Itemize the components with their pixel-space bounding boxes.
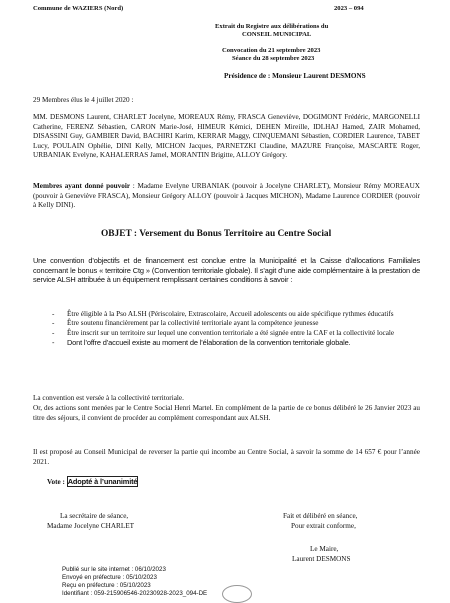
vote-result: Adopté à l’unanimité bbox=[67, 477, 138, 486]
extract-line-2: CONSEIL MUNICIPAL bbox=[242, 31, 312, 38]
vote-label: Vote : bbox=[47, 478, 65, 486]
footer-received: Reçu en préfecture : 05/10/2023 bbox=[62, 582, 151, 589]
members-pouvoir bbox=[33, 182, 420, 211]
certified-line-2: Pour extrait conforme, bbox=[291, 522, 356, 530]
condition-item: - Dont l’offre d’accueil existe au moment de l’élaboration de la convention territoriale globale. bbox=[52, 338, 407, 347]
secretary-name: Madame Jocelyne CHARLET bbox=[47, 522, 135, 530]
condition-item: - Être soutenu financièrement par la collectivité territoriale ayant la compétence jeunesse bbox=[52, 319, 407, 328]
footer-published: Publié sur le site internet : 06/10/2023 bbox=[62, 566, 166, 573]
condition-item: - Être éligible à la Pso ALSH (Périscolaire, Extrascolaire, Accueil adolescents ou aide spécifique rythmes éducatifs bbox=[52, 310, 407, 319]
versement-paragraph: La convention est versée à la collectivité territoriale. bbox=[33, 394, 184, 402]
vote-line bbox=[47, 477, 138, 488]
mayor-name: Laurent DESMONS bbox=[292, 555, 351, 563]
actions-paragraph: Or, des actions sont menées par le Centre Social Henri Martel. En complément de la partie de ce bonus délibéré le 26 Janvier 2023 au titre des séjours, il convient de procéder au complément correspondant aux ALSH. bbox=[33, 404, 420, 422]
conditions-list bbox=[52, 310, 407, 348]
convocation-date: Convocation du 21 septembre 2023 bbox=[222, 47, 321, 54]
members-intro: 29 Membres élus le 4 juillet 2020 : bbox=[33, 96, 134, 104]
presidence: Présidence de : Monsieur Laurent DESMONS bbox=[224, 72, 366, 80]
proposal-paragraph: Il est proposé au Conseil Municipal de reverser la partie qui incombe au Centre Social, à savoir la somme de 14 657 € pour l’année 2021. bbox=[33, 448, 420, 466]
pouvoir-label: Membres ayant donné pouvoir bbox=[33, 182, 131, 190]
intro-paragraph: Une convention d’objectifs et de financement est conclue entre la Municipalité et la Caisse d’allocations Familiales concernant le bonus « territoire Ctg » (Convention territoriale globale). Il s’agit d’une aide complémentaire à la prestation de service ALSH attribuée à un équipement remplissant certaines conditions à savoir : bbox=[33, 256, 420, 285]
extract-line-1: Extrait du Registre aux délibérations du bbox=[215, 23, 329, 30]
secretary-title: La secrétaire de séance, bbox=[60, 512, 129, 520]
condition-item: - Être inscrit sur un territoire sur lequel une convention territoriale a été signée entre la CAF et la collectivité locale bbox=[52, 329, 407, 338]
footer-sent: Envoyé en préfecture : 05/10/2023 bbox=[62, 574, 157, 581]
commune-name: Commune de WAZIERS (Nord) bbox=[33, 5, 124, 12]
deliberation-reference: 2023 – 094 bbox=[334, 5, 364, 12]
certified-line-1: Fait et délibéré en séance, bbox=[283, 512, 358, 520]
footer-identifier: Identifiant : 059-215906546-20230928-2023_094-DE bbox=[62, 590, 208, 597]
seance-date: Séance du 28 septembre 2023 bbox=[232, 55, 315, 62]
official-stamp-icon bbox=[222, 585, 252, 603]
pouvoir-text: : Madame Evelyne URBANIAK (pouvoir à Jocelyne CHARLET), Monsieur Rémy MOREAUX (pouvoir à Geneviève FRASCA), Monsieur Grégory ALLOY (pouvoir à Jacques MICHON), Madame Laurence CORDIER (pouvoir à Kelly DINI). bbox=[33, 182, 420, 210]
objet-title: OBJET : Versement du Bonus Territoire au Centre Social bbox=[101, 229, 332, 239]
mayor-title: Le Maire, bbox=[310, 545, 339, 553]
members-present-list: MM. DESMONS Laurent, CHARLET Jocelyne, MOREAUX Rémy, FRASCA Geneviève, DOGIMONT Frédéric, MARGONELLI Catherine, FERENZ Sébastien, CARON Marie-José, HIMEUR Kémici, DEHEN Mireille, IDLHAJ Hamed, ZAIR Mohamed, DISASSINI Guy, GAMBIER David, BACHIRI Karim, KERRAR Maggy, CINQUEMANI Sébastien, CORDIER Laurence, TABET Lucy, POULAIN Ophélie, DINI Kelly, MICHON Jacques, PARNETZKI Claudine, MAZURE Françoise, MASCARTE Roger, URBANIAK Evelyne, KAHALERRAS Jamel, MORANTIN Brigitte, ALLOY Grégory. bbox=[33, 113, 420, 160]
